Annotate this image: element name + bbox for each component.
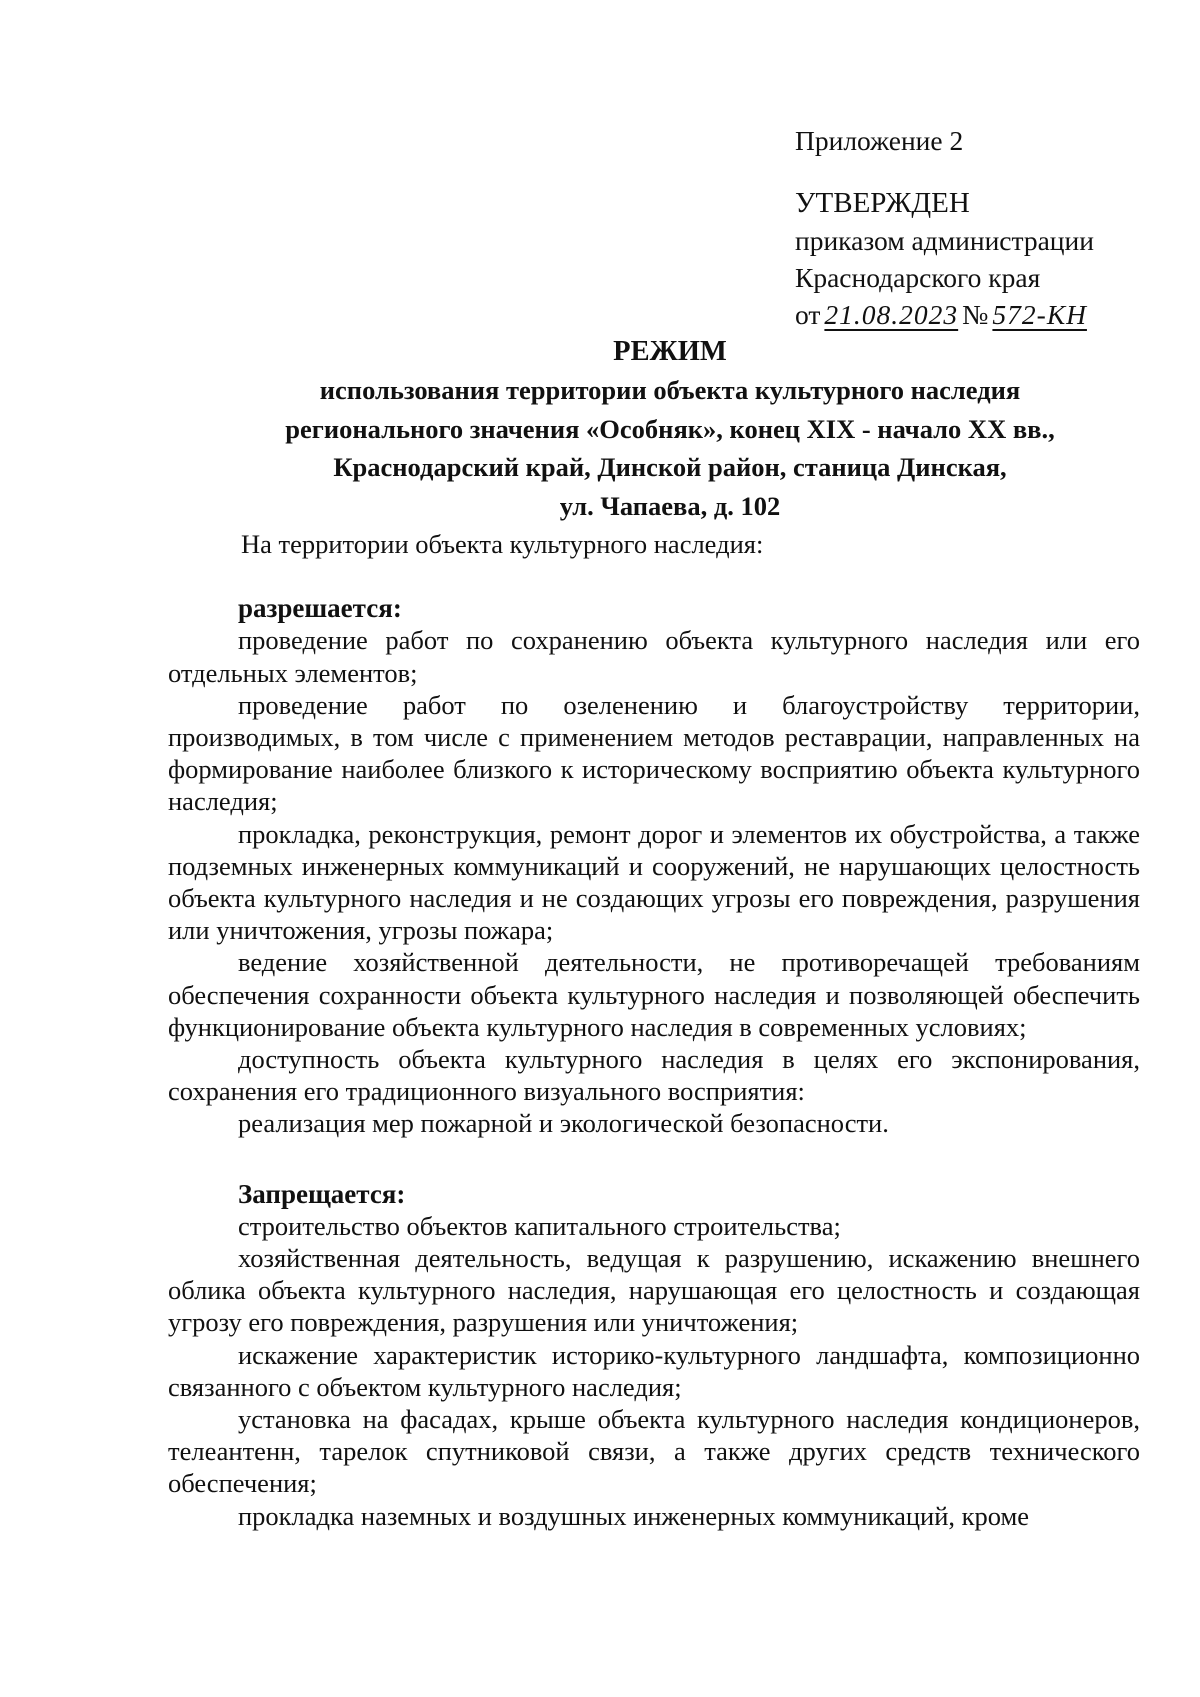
approval-line-region: Краснодарского края — [795, 262, 1041, 293]
allowed-item: прокладка, реконструкция, ремонт дорог и элементов их обустройства, а также подземных инженерных коммуникаций и сооружений, не нарушающих целостность объекта культурного наследия и не создающих угрозы его повреждения, разрушения или уничтожения, угрозы пожара; — [168, 818, 1140, 946]
date-prefix: от — [795, 299, 821, 330]
allowed-item: проведение работ по сохранению объекта культурного наследия или его отдельных элементов; — [168, 625, 1140, 688]
document-title-block — [175, 333, 1165, 525]
title-line: ул. Чапаева, д. 102 — [559, 490, 781, 521]
prohibited-item: прокладка наземных и воздушных инженерных коммуникаций, кроме — [238, 1500, 1030, 1531]
allowed-item: ведение хозяйственной деятельности, не противоречащей требованиям обеспечения сохранности объекта культурного наследия и позволяющей обеспечить функционирование объекта культурного наследия в современных условиях; — [168, 947, 1140, 1042]
document-title: РЕЖИМ — [613, 336, 727, 367]
handwritten-date: 21.08.2023 — [824, 299, 959, 330]
appendix-label: Приложение 2 — [795, 125, 964, 156]
prohibited-item: искажение характеристик историко-культурного ландшафта, композиционно связанного с объектом культурного наследия; — [168, 1339, 1140, 1402]
title-line: использования территории объекта культурного наследия — [319, 375, 1021, 405]
approval-date-number — [795, 296, 1175, 333]
handwritten-number: 572-КН — [992, 299, 1087, 330]
allowed-item: проведение работ по озеленению и благоустройству территории, производимых, в том числе с применением методов реставрации, направленных на формирование наиболее близкого к историческому восприятию объекта культурного наследия; — [168, 689, 1140, 817]
allowed-item: реализация мер пожарной и экологической безопасности. — [238, 1108, 889, 1139]
title-line: Краснодарский край, Динской район, станица Динская, — [333, 452, 1007, 482]
number-prefix: № — [962, 299, 989, 330]
approved-label: УТВЕРЖДЕН — [795, 187, 970, 219]
document-body — [168, 528, 1140, 1532]
prohibited-item: установка на фасадах, крыше объекта культурного наследия кондиционеров, телеантенн, тарелок спутниковой связи, а также других средств технического обеспечения; — [168, 1404, 1140, 1499]
prohibited-heading: Запрещается: — [238, 1178, 406, 1209]
intro-paragraph: На территории объекта культурного наследия: — [241, 529, 764, 559]
prohibited-item: хозяйственная деятельность, ведущая к разрушению, искажению внешнего облика объекта культурного наследия, нарушающая его целостность и создающая угрозу его повреждения, разрушения или уничтожения; — [168, 1243, 1140, 1338]
allowed-heading: разрешается: — [238, 593, 402, 624]
prohibited-item: строительство объектов капитального строительства; — [238, 1210, 841, 1241]
section-spacer — [168, 1140, 1140, 1178]
allowed-item: доступность объекта культурного наследия в целях его экспонирования, сохранения его традиционного визуального восприятия: — [168, 1044, 1140, 1107]
approval-line-order: приказом администрации — [795, 225, 1094, 256]
title-line: регионального значения «Особняк», конец XIX - начало XX вв., — [285, 413, 1055, 444]
approval-stamp-block — [795, 122, 1175, 333]
